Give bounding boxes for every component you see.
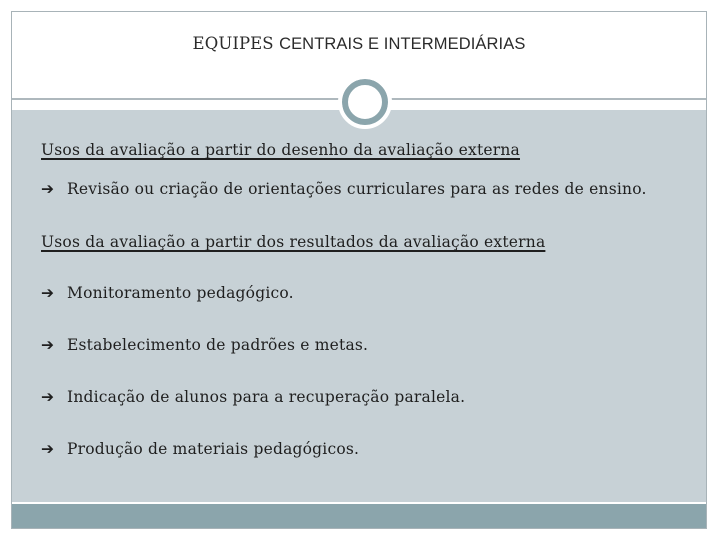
list-item: [41, 180, 647, 198]
arrow-right-icon: ➔: [41, 440, 55, 458]
list-item-text: Indicação de alunos para a recuperação paralela.: [67, 388, 466, 406]
arrow-right-icon: ➔: [41, 336, 55, 354]
list-item: [41, 284, 294, 302]
list-item-text: Produção de materiais pedagógicos.: [67, 440, 360, 458]
list-item: [41, 388, 465, 406]
bottom-bar: [12, 504, 706, 528]
slide-title-part2: CENTRAIS E INTERMEDIÁRIAS: [279, 35, 526, 53]
circle-ornament-icon: [342, 79, 388, 125]
list-item-text: Revisão ou criação de orientações curriculares para as redes de ensino.: [67, 180, 647, 198]
list-item: [41, 336, 368, 354]
section-heading-results: Usos da avaliação a partir dos resultados da avaliação externa: [41, 233, 546, 251]
list-item: [41, 440, 359, 458]
slide-title-part1: EQUIPES: [192, 34, 274, 53]
section-heading-design: Usos da avaliação a partir do desenho da avaliação externa: [41, 141, 520, 159]
slide: [11, 11, 707, 529]
slide-title: [12, 34, 706, 54]
arrow-right-icon: ➔: [41, 388, 55, 406]
arrow-right-icon: ➔: [41, 284, 55, 302]
arrow-right-icon: ➔: [41, 180, 55, 198]
list-item-text: Estabelecimento de padrões e metas.: [67, 336, 369, 354]
list-item-text: Monitoramento pedagógico.: [67, 284, 294, 302]
